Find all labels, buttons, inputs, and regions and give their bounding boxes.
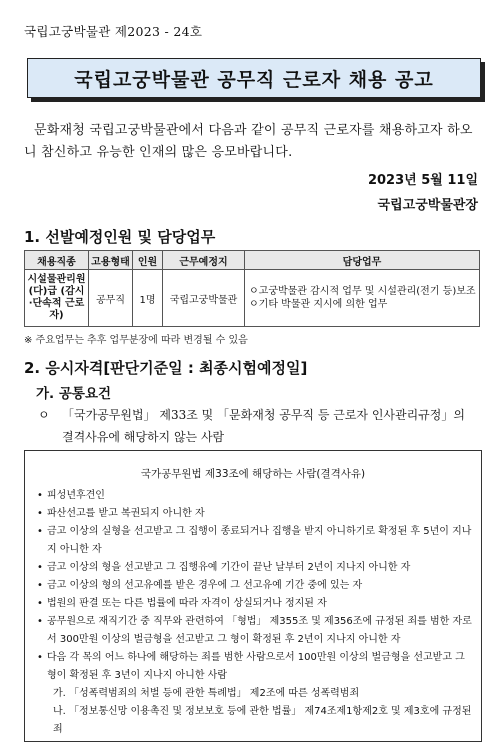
notice-title-box [27,58,481,98]
intro-paragraph: 문화재청 국립고궁박물관에서 다음과 같이 공무직 근로자를 채용하고자 하오니 참신하고 유능한 인재의 많은 응모바랍니다. [24,123,473,160]
list-item: • 다음 각 목의 어느 하나에 해당하는 죄를 범한 사람으로서 100만원 이상의 벌금형을 선고받고 그 형이 확정된 후 3년이 지나지 아니한 사람 [37,652,465,681]
cell-employment: 공무직 [89,270,133,327]
header-count: 인원 [133,251,163,270]
common-requirements-title: 가. 공통요건 [36,386,112,402]
list-subitem: 나. 「정보통신망 이용촉진 및 정보보호 등에 관한 법률」 제74조제1항제2호 및 제3호에 규정된 죄 [53,706,472,735]
duty-item: ㅇ기타 박물관 지시에 의한 업무 [249,299,388,310]
list-item: • 피성년후견인 [37,490,105,501]
list-item: • 공무원으로 재직기간 중 직무와 관련하여 「형법」 제355조 및 제356조에 규정된 죄를 범한 자로서 300만원 이상의 벌금형을 선고받고 그 형이 확정된 후 2년이 지나지 아니한 자 [37,616,472,645]
list-item: • 금고 이상의 형을 선고받고 그 집행유예 기간이 끝난 날부터 2년이 지나지 아니한 자 [37,562,411,573]
cell-duties [245,270,480,327]
requirement-text: 「국가공무원법」 제33조 및 「문화재청 공무직 등 근로자 인사관리규정」의 결격사유에 해당하지 않는 사람 [62,408,465,444]
requirement-bullet [38,404,478,448]
disqualification-box [24,450,482,742]
box-title: 국가공무원법 제33조에 해당하는 사람(결격사유) [140,468,366,480]
table-header-row [25,251,480,270]
section1-title: 1. 선발예정인원 및 담당업무 [24,228,216,246]
list-item: • 파산선고를 받고 복권되지 아니한 자 [37,508,205,519]
header-job-type: 채용직종 [25,251,89,270]
cell-location: 국립고궁박물관 [163,270,245,327]
header-employment: 고용형태 [89,251,133,270]
table-note: ※ 주요업무는 추후 업무분장에 따라 변경될 수 있음 [24,335,248,346]
cell-count: 1명 [133,270,163,327]
bullet-mark: ㅇ [38,408,50,422]
duty-table [24,250,480,327]
list-item: • 금고 이상의 형의 선고유예를 받은 경우에 그 선고유예 기간 중에 있는 자 [37,580,363,591]
notice-date: 2023년 5월 11일 [367,173,478,188]
issuer-name: 국립고궁박물관장 [377,198,478,213]
list-item: • 법원의 판결 또는 다른 법률에 따라 자격이 상실되거나 정지된 자 [37,598,327,609]
header-duties: 담당업무 [245,251,480,270]
notice-title: 국립고궁박물관 공무직 근로자 채용 공고 [74,68,434,91]
list-item: • 금고 이상의 실형을 선고받고 그 집행이 종료되거나 집행을 받지 아니하기로 확정된 후 5년이 지나지 아니한 자 [37,526,472,555]
section2-title: 2. 응시자격[판단기준일 : 최종시험예정일] [24,359,308,377]
duty-item: ㅇ고궁박물관 감시적 업무 및 시설관리(전기 등)보조 [249,286,476,297]
table-row [25,270,480,327]
document-number: 국립고궁박물관 제2023 - 24호 [24,24,203,39]
list-subitem: 가. 「성폭력범죄의 처벌 등에 관한 특례법」 제2조에 따른 성폭력범죄 [53,688,360,699]
header-location: 근무예정지 [163,251,245,270]
cell-job-type: 시설물관리원 (다)급 (감시·단속적 근로자) [25,270,89,327]
disqualification-list [25,487,481,739]
